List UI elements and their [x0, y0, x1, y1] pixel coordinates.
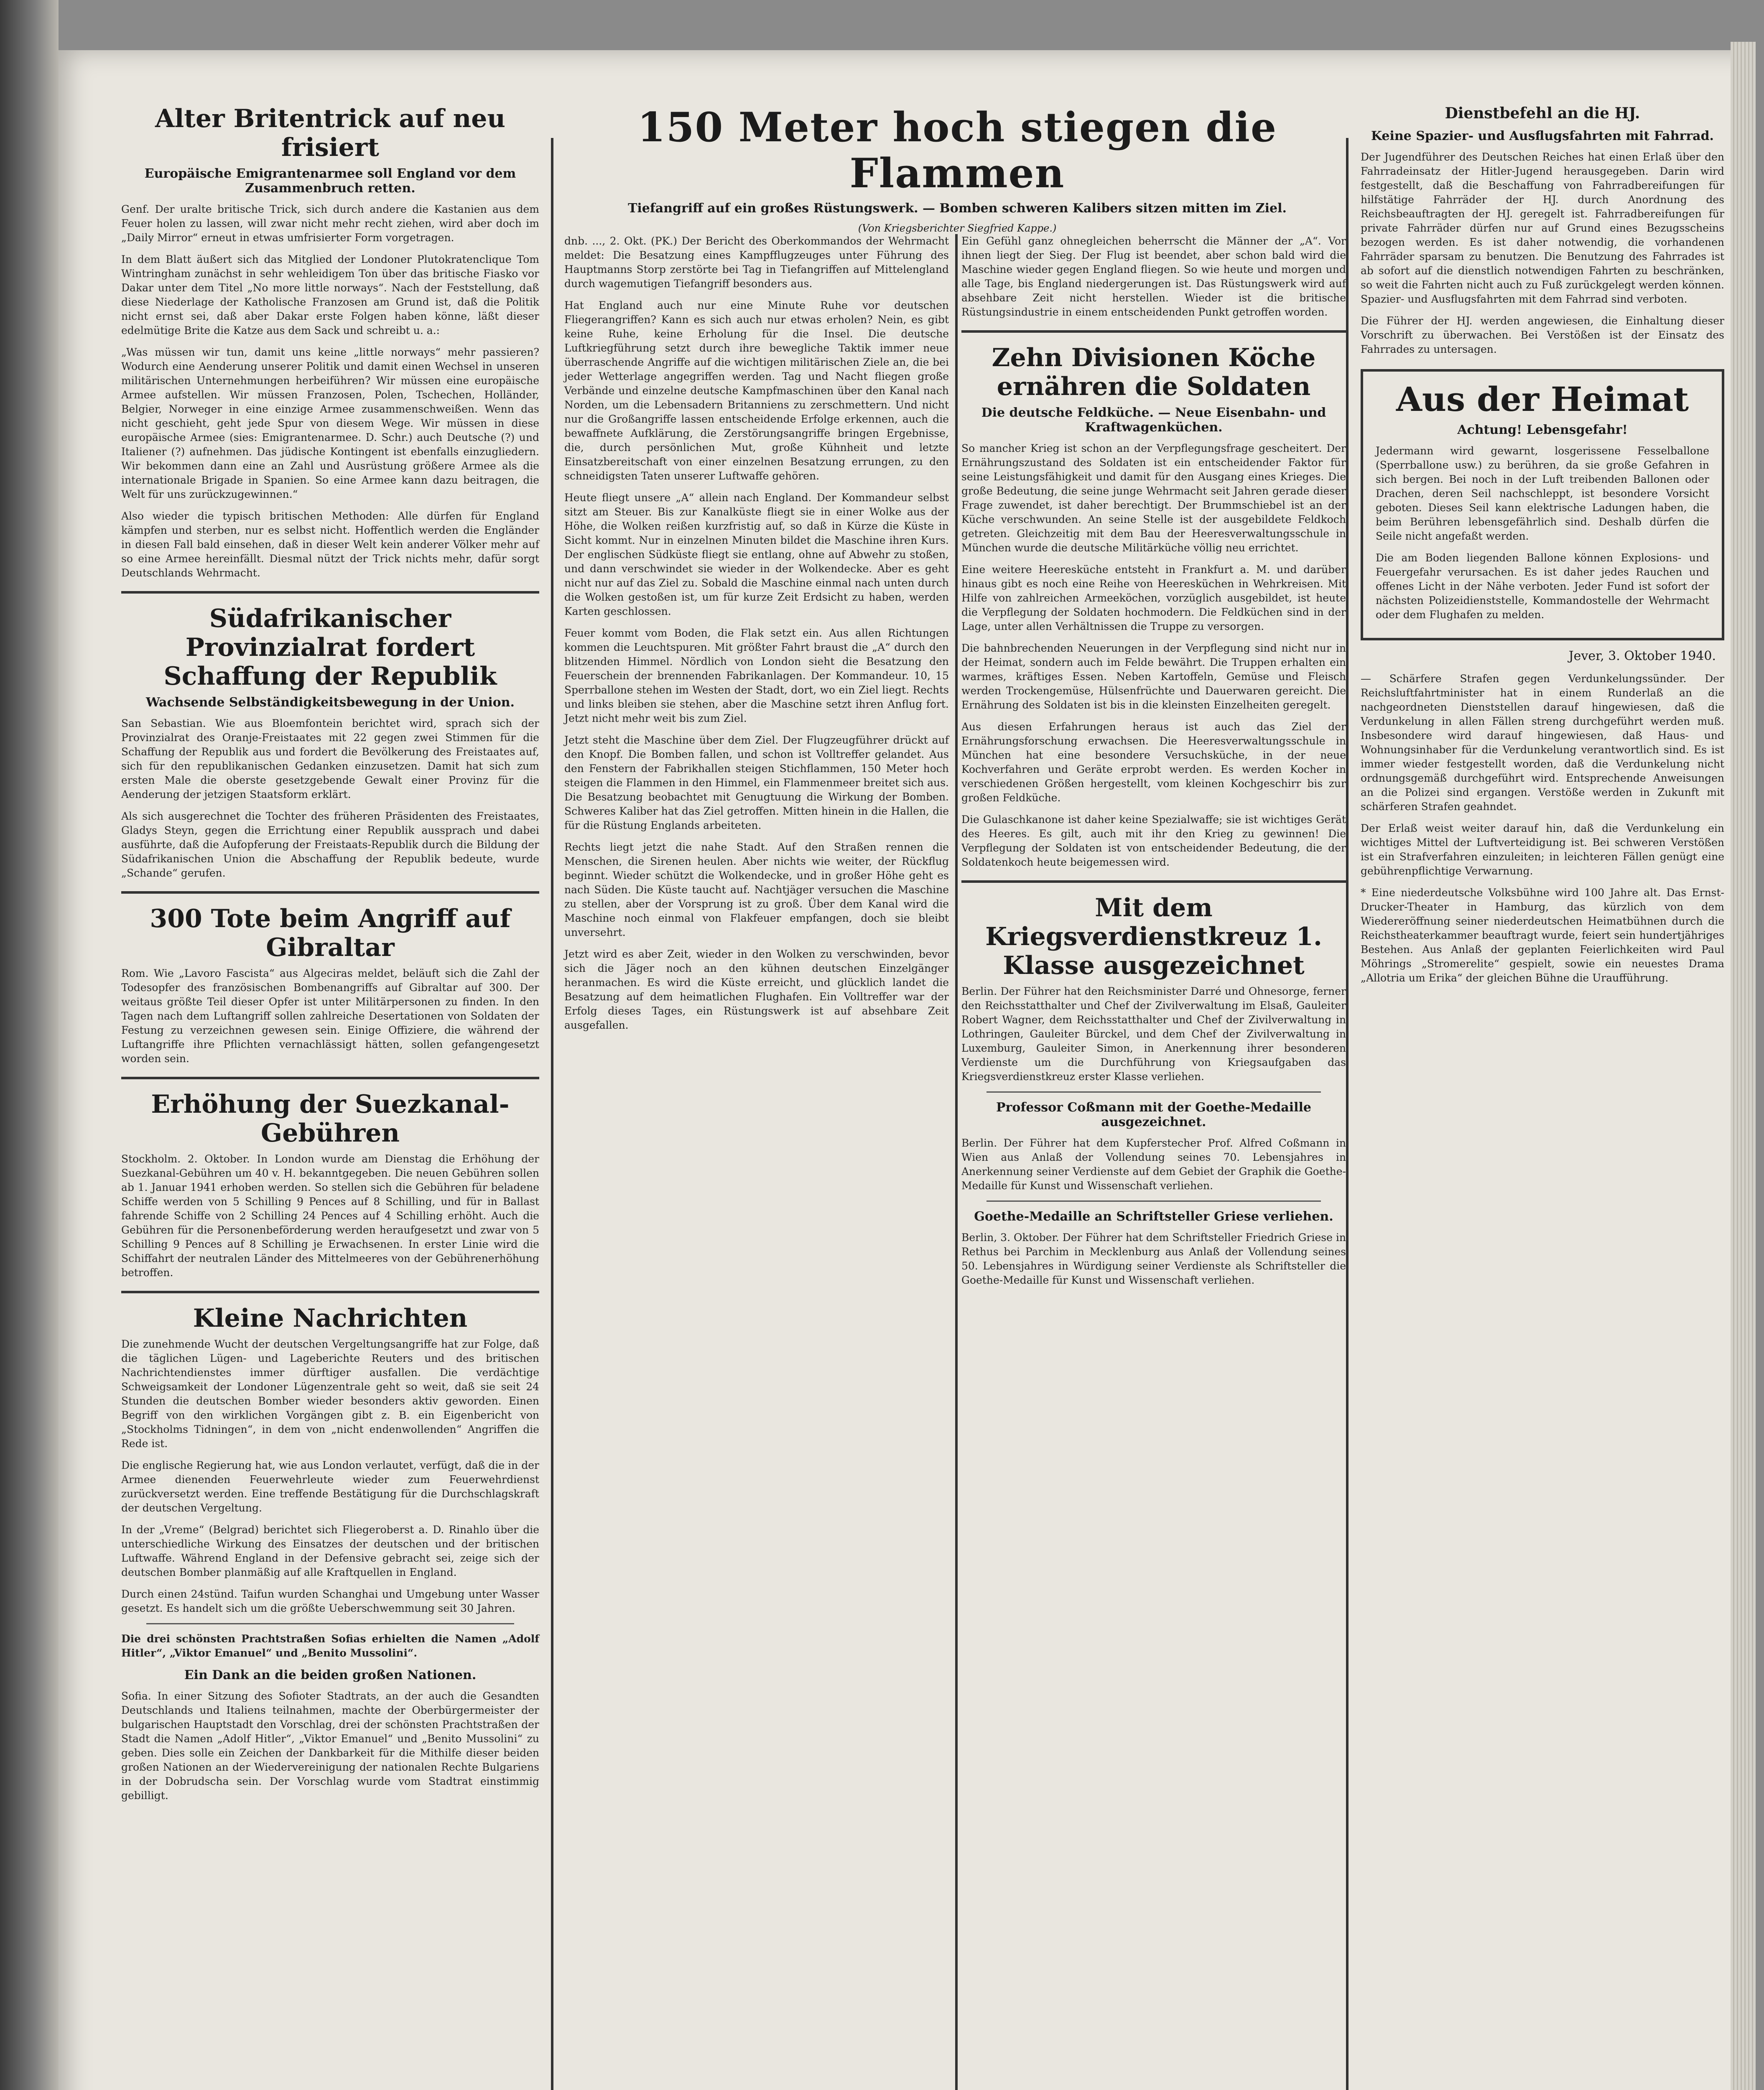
paragraph: Jedermann wird gewarnt, losgerissene Fesselballone (Sperrballone usw.) zu berühren, da sie große Gefahren in sich bergen. Bei noch in der Luft treibenden Ballonen oder Drachen, deren Seil nachschleppt, ist besondere Vorsicht geboten. Dieses Seil kann elektrische Ladungen haben, die beim Berühren lebensgefährlich sind. Deshalb dürfen die Seile nicht angefaßt werden. [1376, 445, 1709, 542]
column-left [121, 104, 539, 1810]
divider [146, 1623, 514, 1624]
paragraph: In der „Vreme“ (Belgrad) berichtet sich Fliegeroberst a. D. Rinahlo über die unterschiedliche Wirkung des Einsatzes der deutschen und der britischen Luftwaffe. Während England in der Defensive gebracht sei, zeige sich der deutschen Bomber planmäßig auf alle Kraftquellen in England. [121, 1524, 539, 1578]
column-middle-header [564, 104, 1350, 245]
headline-heimat: Aus der Heimat [1396, 380, 1689, 419]
divider [121, 1291, 539, 1293]
paragraph: * Eine niederdeutsche Volksbühne wird 100 Jahre alt. Das Ernst-Drucker-Theater in Hamburg, das kürzlich von dem Wiedereröffnung seiner niederdeutschen Heimatbühnen durch die Reichstheaterkammer beauftragt wurde, feiert sein hundertjähriges Bestehen. Aus Anlaß der geplanten Feierlichkeiten wird Paul Möhrings „Stromerelite“ gespielt, sowie ein neuestes Drama „Allotria um Erika“ der gleichen Bühne die Uraufführung. [1361, 887, 1724, 984]
headline-flammen: 150 Meter hoch stiegen die Flammen [637, 104, 1277, 197]
paragraph: Die Gulaschkanone ist daher keine Spezialwaffe; sie ist wichtiges Gerät des Heeres. Es gilt, auch mit ihr den Krieg zu gewinnen! Die Verpflegung der Soldaten ist von entscheidender Bedeutung, die der Soldatenkoch heute beigemessen wird. [961, 813, 1346, 868]
paragraph: Durch einen 24stünd. Taifun wurden Schanghai und Umgebung unter Wasser gesetzt. Es handelt sich um die größte Ueberschwemmung seit 30 Jahren. [121, 1588, 539, 1614]
paragraph: Rechts liegt jetzt die nahe Stadt. Auf den Straßen rennen die Menschen, die Sirenen heulen. Aber nichts wie weiter, der Rückflug beginnt. Wieder schützt die Wolkendecke, und in großer Höhe geht es nach Süden. Die Küste taucht auf. Nachtjäger versuchen die Maschine zu stellen, aber der Vorsprung ist zu groß. Über dem Kanal wird die Maschine noch einmal von Flakfeuer empfangen, doch sie bleibt unversehrt. [564, 841, 949, 938]
divider [121, 1077, 539, 1079]
column-rule [551, 138, 553, 2090]
subheadline-emigrantenarmee: Europäische Emigrantenarmee soll England vor dem Zusammenbruch retten. [144, 166, 516, 196]
book-spine [0, 0, 59, 2090]
paragraph: Der Erlaß weist weiter darauf hin, daß die Verdunkelung ein wichtiges Mittel der Luftverteidigung ist. Bei schweren Verstößen ist ein Strafverfahren einzuleiten; in leichteren Fällen genügt eine gebührenpflichtige Verwarnung. [1361, 822, 1724, 877]
paragraph: Hat England auch nur eine Minute Ruhe vor deutschen Fliegerangriffen? Kann es sich auch nur etwas erholen? Nein, es gibt keine Ruhe, keine Erholung für die Insel. Die deutsche Luftkriegführung setzt durch ihre bewegliche Taktik immer neue überraschende Angriffe auf die wichtigen militärischen Ziele an, die bei jeder Wetterlage angegriffen werden. Tag und Nacht fliegen große Verbände und einzelne deutsche Kampfmaschinen über den Kanal nach Norden, um die Lebensadern Britanniens zu zerschmettern. Und nicht nur die Großangriffe lassen entscheidende Erfolge erkennen, auch die bewaffnete Aufklärung, die Zerstörungsangriffe bringen Ergebnisse, die, durch persönlichen Mut, große Kühnheit und letzte Einsatzbereitschaft von einer einzelnen Besatzung errungen, zu den schneidigsten Taten unserer Luftwaffe gehören. [564, 299, 949, 482]
paragraph: Berlin, 3. Oktober. Der Führer hat dem Schriftsteller Friedrich Griese in Rethus bei Parchim in Mecklenburg aus Anlaß der Vollendung seines 50. Lebensjahres in Würdigung seiner Verdienste als Schriftsteller die Goethe-Medaille für Kunst und Wissenschaft verliehen. [961, 1231, 1346, 1286]
paragraph: Die am Boden liegenden Ballone können Explosions- und Feuergefahr verursachen. Es ist daher jedes Rauchen und offenes Licht in der Nähe verboten. Jeder Fund ist sofort der nächsten Polizeidienststelle, Kommandostelle der Wehrmacht oder dem Flughafen zu melden. [1376, 552, 1709, 621]
subheadline-suedafrika: Wachsende Selbständigkeitsbewegung in der Union. [146, 695, 515, 710]
paragraph: Jetzt steht die Maschine über dem Ziel. Der Flugzeugführer drückt auf den Knopf. Die Bomben fallen, und schon ist Volltreffer gelandet. Aus den Fenstern der Fabrikhallen steigen Stichflammen, 150 Meter hoch steigen die Flammen in den Himmel, ein Flammenmeer breitet sich aus. Die Besatzung beobachtet mit Genugtuung die Wirkung der Bomben. Schweres Kaliber hat das Ziel getroffen. Mitten hinein in die Hallen, die für die Rüstung Englands arbeiteten. [564, 734, 949, 831]
paragraph: Jetzt wird es aber Zeit, wieder in den Wolken zu verschwinden, bevor sich die Jäger noch an den kühnen deutschen Einzelgänger heranmachen. Es wird die Küste erreicht, und glücklich landet die Besatzung auf dem heimatlichen Flughafen. Ein Volltreffer war der Erfolg dieses Tages, ein Rüstungswerk ist auf absehbare Zeit ausgefallen. [564, 948, 949, 1031]
column-rule [955, 234, 958, 2090]
paragraph: In dem Blatt äußert sich das Mitglied der Londoner Plutokratenclique Tom Wintringham zunächst in sehr wehleidigem Ton über das britische Fiasko vor Dakar unter dem Titel „No more little norways“. Nach der Feststellung, daß diese Niederlage der Katholische Franzosen am Grund ist, daß die Politik nicht ernst sei, daß aber Dakar erste Folgen haben könne, läßt dieser edelmütige Brite die Katze aus dem Sack und schreibt u. a.: [121, 253, 539, 336]
subheadline-lebensgefahr: Achtung! Lebensgefahr! [1457, 423, 1628, 437]
headline-suedafrika: Südafrikanischer Provinzialrat fordert Schaffung der Republik [163, 604, 497, 691]
subheadline-feldkueche: Die deutsche Feldküche. — Neue Eisenbahn- und Kraftwagenküchen. [981, 405, 1326, 435]
paragraph: San Sebastian. Wie aus Bloemfontein berichtet wird, sprach sich der Provinzialrat des Oranje-Freistaates mit 22 gegen zwei Stimmen für die Schaffung der Republik aus und fordert die Bevölkerung des Freistaates auf, sich für den republikanischen Gedanken einzusetzen. Damit hat sich zum ersten Male die oberste gesetzgebende Gewalt einer Provinz für die Aenderung der jetzigen Staatsform erklärt. [121, 717, 539, 800]
column-middle-right [961, 234, 1346, 1295]
headline-dienstbefehl: Dienstbefehl an die HJ. [1445, 104, 1640, 122]
headline-gibraltar: 300 Tote beim Angriff auf Gibraltar [150, 904, 511, 962]
column-right [1361, 104, 1724, 993]
subheadline-tiefangriff: Tiefangriff auf ein großes Rüstungswerk. — Bomben schweren Kalibers sitzen mitten im Ziel. [628, 201, 1287, 216]
paragraph: Berlin. Der Führer hat dem Kupferstecher Prof. Alfred Coßmann in Wien aus Anlaß der Vollendung seines 70. Lebensjahres in Anerkennung seiner Verdienste auf dem Gebiet der Graphik die Goethe-Medaille für Kunst und Wissenschaft verliehen. [961, 1137, 1346, 1192]
paragraph: So mancher Krieg ist schon an der Verpflegungsfrage gescheitert. Der Ernährungszustand des Soldaten ist ein entscheidender Faktor für seine Leistungsfähigkeit und damit für den Ausgang eines Krieges. Die große Bedeutung, die seine junge Wehrmacht seit Jahren gerade dieser Frage zuwendet, ist daher berechtigt. Der Brummschiebel ist an der Küche verschwunden. An seine Stelle ist der ausgebildete Feldkoch getreten. Gleichzeitig mit dem Bau der Heeresverwaltungsschule in München wurde die deutsche Militärküche völlig neu errichtet. [961, 442, 1346, 554]
headline-kriegsverdienstkreuz: Mit dem Kriegsverdienstkreuz 1. Klasse ausgezeichnet [985, 893, 1322, 980]
paragraph: Stockholm. 2. Oktober. In London wurde am Dienstag die Erhöhung der Suezkanal-Gebühren um 40 v. H. bekanntgegeben. Die neuen Gebühren sollen ab 1. Januar 1941 erhoben werden. So stellen sich die Gebühren für beladene Schiffe werden von 5 Schilling 9 Pences auf 8 Schilling, und für in Ballast fahrende Schiffe von 2 Schilling 24 Pences auf 4 Schilling erhöht. Auch die Gebühren für die Personenbeförderung werden heraufgesetzt und zwar von 5 Schilling 9 Pences auf 8 Schilling je Erwachsenen. In erster Linie wird die Schiffahrt der neutralen Länder des Mittelmeeres von der Gebührenerhöhung betroffen. [121, 1153, 539, 1279]
headline-britentrick: Alter Britentrick auf neu frisiert [155, 104, 506, 162]
divider [121, 891, 539, 894]
divider [987, 1200, 1321, 1202]
paragraph: Rom. Wie „Lavoro Fascista“ aus Algeciras meldet, beläuft sich die Zahl der Todesopfer des französischen Bombenangriffs auf Gibraltar auf 300. Der weitaus größte Teil dieser Opfer ist unter Militärpersonen zu finden. In den Tagen nach dem Luftangriff sollen zahlreiche Desertationen von Soldaten der Festung zu verzeichnen gewesen sein. Einige Offiziere, die während der Luftangriffe ihre Pflichten vernachlässigt hätten, sollen gefangengesetzt worden sein. [121, 967, 539, 1065]
headline-kleine-nachrichten: Kleine Nachrichten [193, 1304, 468, 1333]
dateline: Jever, 3. Oktober 1940. [1568, 649, 1716, 663]
divider [961, 330, 1346, 333]
paragraph: — Schärfere Strafen gegen Verdunkelungssünder. Der Reichsluftfahrtminister hat in einem Runderlaß an die nachgeordneten Dienststellen darauf hingewiesen, daß die Verdunkelung in allen Fällen streng durchgeführt werden muß. Insbesondere wird darauf hingewiesen, daß Haus- und Wohnungsinhaber für die Verdunkelung verantwortlich sind. Es ist immer wieder festgestellt worden, daß die Verdunkelung nicht ordnungsgemäß durchgeführt wird. Entsprechende Anweisungen an die Polizei sind ergangen. Verstöße werden in Zukunft mit schärferen Strafen geahndet. [1361, 673, 1724, 813]
divider [961, 880, 1346, 883]
paragraph: Die zunehmende Wucht der deutschen Vergeltungsangriffe hat zur Folge, daß die täglichen Lügen- und Lageberichte Reuters und des britischen Nachrichtendienstes immer dürftiger ausfallen. Die verdächtige Schweigsamkeit der Londoner Lügenzentrale geht so weit, daß sie seit 24 Stunden die deutschen Bomber wieder besonders aktiv geworden. Einen Begriff von den wirklichen Vorgängen gibt z. B. ein Eigenbericht von „Stockholms Tidningen“, in dem von „nicht endenwollenden“ Angriffen die Rede ist. [121, 1338, 539, 1450]
headline-suezkanal: Erhöhung der Suezkanal-Gebühren [151, 1090, 510, 1148]
paragraph: Ein Gefühl ganz ohnegleichen beherrscht die Männer der „A“. Vor ihnen liegt der Sieg. Der Flug ist beendet, aber schon bald wird die Maschine wieder gegen England fliegen. So wie heute und morgen und alle Tage, bis England niedergerungen ist. Das Rüstungswerk wird auf absehbare Zeit nicht herstellen. Wieder ist die britische Rüstungsindustrie in einem entscheidenden Punkt getroffen worden. [961, 235, 1346, 318]
paragraph: Als sich ausgerechnet die Tochter des früheren Präsidenten des Freistaates, Gladys Steyn, gegen die Errichtung einer Republik aussprach und dabei ausführte, daß die Aufopferung der Freistaats-Republik durch die Bildung der Südafrikanischen Union die Abschaffung der Republik bedeute, wurde „Schande“ gerufen. [121, 810, 539, 879]
page-edges [1731, 42, 1756, 2090]
paragraph: Berlin. Der Führer hat den Reichsminister Darré und Ohnesorge, ferner den Reichsstatthalter und Chef der Zivilverwaltung im Elsaß, Gauleiter Robert Wagner, dem Reichsstatthalter und Chef der Zivilverwaltung in Lothringen, Gauleiter Bürckel, und dem Chef der Zivilverwaltung in Luxemburg, Gauleiter Simon, in Anerkennung ihrer besonderen Verdienste um die Durchführung von Kriegsaufgaben das Kriegsverdienstkreuz erster Klasse verliehen. [961, 985, 1346, 1083]
headline-griese: Goethe-Medaille an Schriftsteller Griese verliehen. [974, 1209, 1333, 1224]
byline: (Von Kriegsberichter Siegfried Kappe.) [858, 222, 1057, 234]
paragraph: Die bahnbrechenden Neuerungen in der Verpflegung sind nicht nur in der Heimat, sondern auch im Felde bewährt. Die Truppen erhalten ein warmes, kräftiges Essen. Neben Kartoffeln, Gemüse und Fleisch werden Trockengemüse, Hülsenfrüchte und Dauerwaren gereicht. Die Ernährung des Soldaten ist bis in die kleinsten Einzelheiten geregelt. [961, 642, 1346, 711]
paragraph: „Was müssen wir tun, damit uns keine „little norways“ mehr passieren? Wodurch eine Aenderung unserer Politik und damit einen Wechsel in unseren militärischen Unternehmungen herbeiführen? Wir müssen eine europäische Armee aufstellen. Wir müssen Franzosen, Polen, Tschechen, Holländer, Belgier, Norweger in eine einzige Armee zusammenschweißen. Wenn das nicht geschieht, geht jede Spur von diesem Wege. Wir müssen in diese europäische Armee (sies: Emigrantenarmee. D. Schr.) auch Deutsche (?) und Italiener (?) aufnehmen. Das jüdische Kontingent ist ebenfalls einzugliedern. Wir bekommen dann eine an Zahl und Ausrüstung größere Armee als die internationale Brigade in Spanien. So eine Armee kann dazu beitragen, die Welt für uns zurückzugewinnen.“ [121, 346, 539, 500]
headline-koeche: Zehn Divisionen Köche ernähren die Soldaten [992, 343, 1316, 401]
paragraph: Eine weitere Heeresküche entsteht in Frankfurt a. M. und darüber hinaus gibt es noch eine Reihe von Heeresküchen in Wehrkreisen. Mit Hilfe von zahlreichen Armeeköchen, vorzüglich ausgebildet, ist heute die Verpflegung der Soldaten hochmodern. Die Feldküchen sind in der Lage, unter allen Verhältnissen die Truppe zu versorgen. [961, 563, 1346, 632]
paragraph: Feuer kommt vom Boden, die Flak setzt ein. Aus allen Richtungen kommen die Leuchtspuren. Mit größter Fahrt braust die „A“ durch den blitzenden Himmel. Nördlich von London sieht die Besatzung den Feuerschein der brennenden Fabrikanlagen. Der Kommandeur. 10, 15 Sperrballone stehen im Westen der Stadt, dort, wo ein Ziel liegt. Rechts und links bleiben sie stehen, aber die Maschine setzt ihren Anflug fort. Jetzt nicht mehr weit bis zum Ziel. [564, 627, 949, 724]
subheadline-fahrrad: Keine Spazier- und Ausflugsfahrten mit Fahrrad. [1371, 129, 1714, 143]
divider [987, 1091, 1321, 1093]
paragraph: Also wieder die typisch britischen Methoden: Alle dürfen für England kämpfen und sterben, nur es selbst nicht. Hoffentlich werden die Engländer in diesen Fall bald einsehen, daß in dieser Welt kein anderer Völker mehr auf so eine Armee hereinfällt. Diesmal nützt der Trick nichts mehr, dafür sorgt Deutschlands Wehrmacht. [121, 510, 539, 579]
paragraph: Aus diesen Erfahrungen heraus ist auch das Ziel der Ernährungsforschung erwachsen. Die Heeresverwaltungsschule in München hat eine besondere Versuchsküche, in der neue Kochverfahren und Geräte erprobt werden. Es werden Kocher in verschiedenen Größen hergestellt, vom kleinen Kochgeschirr bis zur großen Feldküche. [961, 721, 1346, 804]
paragraph: dnb. ..., 2. Okt. (PK.) Der Bericht des Oberkommandos der Wehrmacht meldet: Die Besatzung eines Kampfflugzeuges unter Führung des Hauptmanns Storp zerstörte bei Tag in Tiefangriffen auf Mittelengland durch wagemutigen Tiefangriff besonders aus. [564, 235, 949, 290]
heimat-box [1361, 369, 1724, 640]
headline-cossmann: Professor Coßmann mit der Goethe-Medaille ausgezeichnet. [996, 1100, 1311, 1129]
column-rule [1346, 138, 1348, 2090]
paragraph: Genf. Der uralte britische Trick, sich durch andere die Kastanien aus dem Feuer holen zu lassen, will zwar nicht mehr recht ziehen, wird aber doch im „Daily Mirror“ erneut in etwas umfrisierter Form vorgetragen. [121, 203, 539, 244]
paragraph: Sofia. In einer Sitzung des Sofioter Stadtrats, an der auch die Gesandten Deutschlands und Italiens teilnahmen, machte der Oberbürgermeister der bulgarischen Hauptstadt den Vorschlag, drei der schönsten Prachtstraßen der Stadt die Namen „Adolf Hitler“, „Viktor Emanuel“ und „Benito Mussolini“ zu geben. Dies solle ein Zeichen der Dankbarkeit für die Mithilfe dieser beiden großen Nationen an der Wiedervereinigung der nationalen Rechte Bulgariens in der Dobrudscha sein. Der Vorschlag wurde vom Stadtrat einstimmig gebilligt. [121, 1690, 539, 1802]
paragraph: Die Führer der HJ. werden angewiesen, die Einhaltung dieser Vorschrift zu überwachen. Bei Verstößen ist der Einsatz des Fahrrades zu untersagen. [1361, 315, 1724, 355]
column-middle-left [564, 234, 949, 1040]
paragraph: Der Jugendführer des Deutschen Reiches hat einen Erlaß über den Fahrradeinsatz der Hitler-Jugend herausgegeben. Darin wird festgestellt, daß die Beschaffung von Fahrradbereifungen für hilfstätige Fahrräder der HJ. durch Anordnung des Reichsbeauftragten der HJ. geregelt ist. Fahrradbereifungen für private Fahrräder dürfen nur auf Grund eines Bezugsscheins bezogen werden. Es ist daher notwendig, die vorhandenen Fahrräder sparsam zu benutzen. Die Benutzung des Fahrrades ist ab sofort auf die dienstlich notwendigen Fahrten zu beschränken, so weit die Fahrten nicht auch zu Fuß zurückgelegt werden können. Spazier- und Ausflugsfahrten mit dem Fahrrad sind verboten. [1361, 151, 1724, 305]
paragraph-bold: Die drei schönsten Prachtstraßen Sofias erhielten die Namen „Adolf Hitler“, „Viktor Emanuel“ und „Benito Mussolini“. [121, 1633, 539, 1659]
paragraph: Die englische Regierung hat, wie aus London verlautet, verfügt, daß die in der Armee dienenden Feuerwehrleute wieder zum Feuerwehrdienst zurückversetzt werden. Eine treffende Bestätigung für die Durchschlagskraft der deutschen Vergeltung. [121, 1459, 539, 1514]
divider [121, 591, 539, 594]
paragraph: Heute fliegt unsere „A“ allein nach England. Der Kommandeur selbst sitzt am Steuer. Bis zur Kanalküste fliegt sie in einer Wolke aus der Höhe, die Wolken reißen kurzfristig auf, so daß in Kürze die Küste in Sicht kommt. Nur in einzelnen Minuten bildet die Maschine ihren Kurs. Der englischen Südküste fliegt sie entlang, ohne auf Abwehr zu stoßen, und dann verschwindet sie wieder in der Wolkendecke. Aber es geht nicht nur auf das Ziel zu. Sobald die Maschine einmal nach unten durch die Wolken gestoßen ist, um für kurze Zeit Erdsicht zu haben, werden Karten geschlossen. [564, 492, 949, 617]
subheadline-dank: Ein Dank an die beiden großen Nationen. [184, 1668, 477, 1682]
